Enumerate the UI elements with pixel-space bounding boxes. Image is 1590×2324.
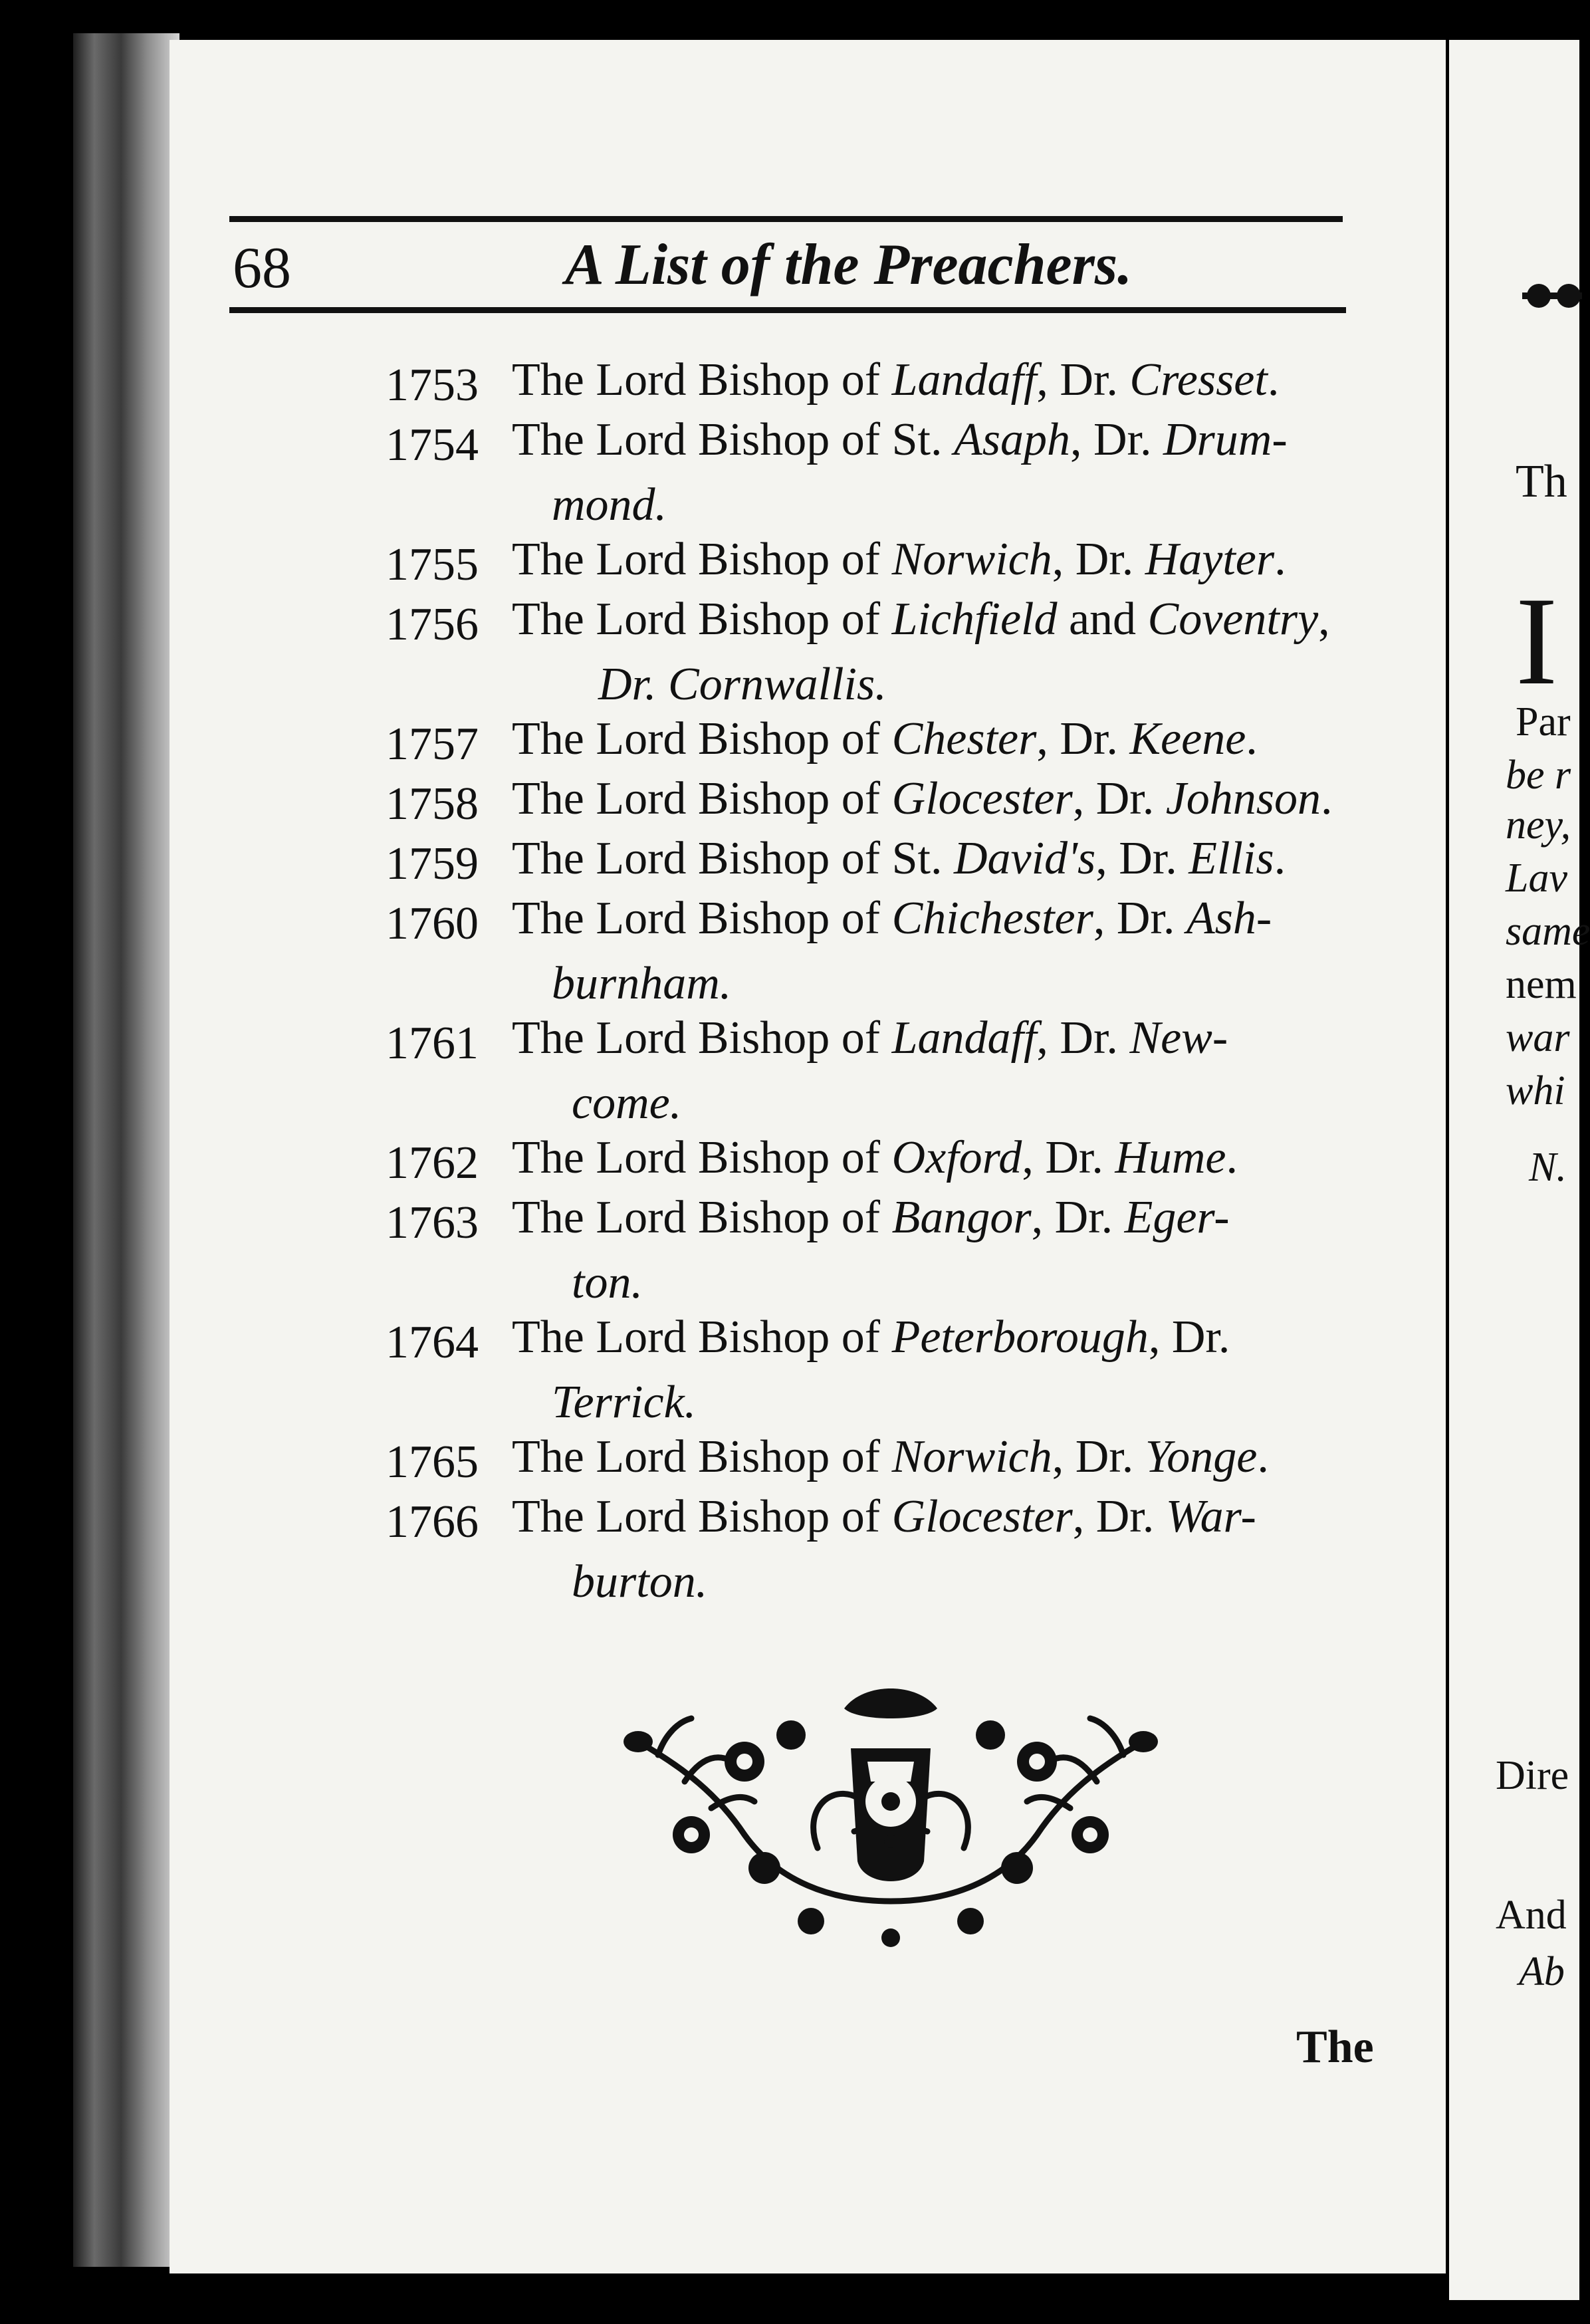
entry-name: Yonge [1145,1431,1258,1482]
entry-mid: , Dr. [1148,1312,1230,1363]
entry-year: 1762 [386,1137,479,1189]
facing-page-line: nem [1506,962,1577,1007]
entry-year: 1759 [386,838,479,889]
entry-name: New- [1129,1012,1228,1064]
entry-see: Chester [891,713,1037,764]
entry-prefix: The Lord Bishop of St. [512,414,954,465]
entry-see: Norwich [891,1431,1052,1482]
book-spine [73,33,179,2267]
entry-name: Hume [1115,1132,1226,1183]
facing-page-line: N. [1529,1145,1567,1190]
running-title: A List of the Preachers. [565,233,1133,297]
entry-prefix: The Lord Bishop of [512,1132,892,1183]
entry-see: Bangor [891,1192,1032,1243]
entry-mid: , Dr. [1072,773,1166,824]
entry-name: Drum- [1163,414,1288,465]
entry-suffix: . [1274,534,1286,585]
entry-prefix: The Lord Bishop of [512,354,892,406]
entry-see: Oxford [891,1132,1022,1183]
facing-page-line: be r [1506,753,1571,798]
facing-ornament [1522,269,1582,322]
entry-name: War- [1165,1491,1256,1542]
entry-suffix: . [1321,773,1333,824]
entry-mid: , Dr. [1036,713,1130,764]
facing-page-line: I [1516,572,1558,711]
entry-text [512,536,1286,583]
entry-see: Norwich [891,534,1052,585]
entry-prefix: The Lord Bishop of [512,773,892,824]
entry-text [512,1431,1269,1482]
entry-continuation: mond. [552,479,667,530]
entry-prefix: The Lord Bishop of [512,713,892,764]
entry-mid: , Dr. [1022,1132,1115,1183]
entry-text [512,713,1258,764]
entry-see: Asaph [953,414,1070,465]
entry-year: 1757 [386,719,479,770]
facing-page-line: war [1506,1015,1570,1060]
entry-text [512,1012,1228,1064]
entry-prefix: The Lord Bishop of [512,594,892,645]
entry-text [512,596,1330,643]
entry-text [512,895,1272,942]
entry-mid: , Dr. [1052,1431,1145,1482]
entry-year: 1754 [386,419,479,471]
printers-ornament [612,1682,1170,1948]
entry-see: Chichester [891,893,1093,944]
entry-suffix: . [1257,1431,1269,1482]
catchword: The [1296,2022,1374,2073]
entry-prefix: The Lord Bishop of [512,1192,892,1243]
facing-page-line: And [1496,1893,1567,1938]
entry-year: 1761 [386,1018,479,1069]
entry-year: 1764 [386,1317,479,1368]
facing-page-line: ney, [1506,802,1571,848]
entry-see: Glocester [891,1491,1073,1542]
entry-prefix: The Lord Bishop of [512,893,892,944]
entry-suffix: . [1267,354,1280,406]
facing-page-line: Th [1516,456,1567,507]
entry-name: Cresset [1129,354,1268,406]
entry-see: Peterborough [891,1312,1149,1363]
entry-prefix: The Lord Bishop of [512,1012,892,1064]
entry-text [512,1314,1230,1361]
entry-mid: , Dr. [1036,354,1130,406]
entry-mid: , Dr. [1036,1012,1130,1064]
facing-page-line: Ab [1519,1949,1565,1994]
entry-prefix: The Lord Bishop of [512,534,892,585]
header-rule-bottom [229,307,1346,313]
entry-year: 1765 [386,1437,479,1488]
entry-mid: , Dr. [1070,414,1163,465]
page-number: 68 [233,236,291,300]
entry-name: Ash- [1186,893,1272,944]
entry-suffix: , [1318,594,1330,645]
entry-see: David's [953,833,1096,884]
entry-prefix: The Lord Bishop of [512,1431,892,1482]
entry-text [512,773,1333,824]
entry-continuation: Dr. Cornwallis. [598,659,887,710]
entry-see: Landaff [891,354,1037,406]
entry-mid: , Dr. [1093,893,1187,944]
entry-name: Johnson [1165,773,1321,824]
entry-mid: , Dr. [1031,1192,1125,1243]
entry-text [512,1491,1256,1542]
facing-page-line: Par [1516,699,1571,745]
entry-suffix: . [1226,1132,1238,1183]
entry-suffix: . [1274,833,1286,884]
entry-mid: , Dr. [1052,534,1145,585]
entry-mid: , Dr. [1072,1491,1166,1542]
entry-year: 1758 [386,778,479,830]
entry-year: 1753 [386,360,479,411]
entry-name: Eger- [1124,1192,1230,1243]
entry-see: Lichfield [891,594,1058,645]
entry-continuation: come. [572,1078,682,1129]
entry-year: 1755 [386,539,479,590]
facing-page-line: whi [1506,1068,1565,1113]
facing-page-line: Lav [1506,856,1567,901]
entry-text [512,833,1286,884]
entry-see: Glocester [891,773,1073,824]
entry-continuation: Terrick. [552,1377,697,1428]
entry-prefix: The Lord Bishop of [512,1312,892,1363]
entry-text [512,1192,1230,1243]
facing-page-line: Dire [1496,1753,1569,1798]
entry-prefix: The Lord Bishop of [512,1491,892,1542]
entry-continuation: burnham. [552,958,732,1009]
entry-name: Hayter [1145,534,1275,585]
entry-text [512,354,1280,406]
entry-year: 1766 [386,1496,479,1548]
entry-prefix: The Lord Bishop of St. [512,833,954,884]
entry-continuation: ton. [572,1257,643,1308]
entry-year: 1763 [386,1197,479,1248]
entry-text [512,414,1288,465]
entry-suffix: . [1246,713,1258,764]
entry-see: Landaff [891,1012,1037,1064]
entry-text [512,1132,1238,1183]
entry-continuation: burton. [572,1556,708,1607]
entry-year: 1760 [386,898,479,949]
entry-name: Coventry [1147,594,1319,645]
entry-year: 1756 [386,599,479,650]
entry-name: Keene [1129,713,1246,764]
facing-page-line: same [1506,909,1590,954]
entry-mid: and [1057,594,1148,645]
entry-mid: , Dr. [1095,833,1189,884]
entry-name: Ellis [1189,833,1274,884]
header-rule-top [229,216,1343,222]
